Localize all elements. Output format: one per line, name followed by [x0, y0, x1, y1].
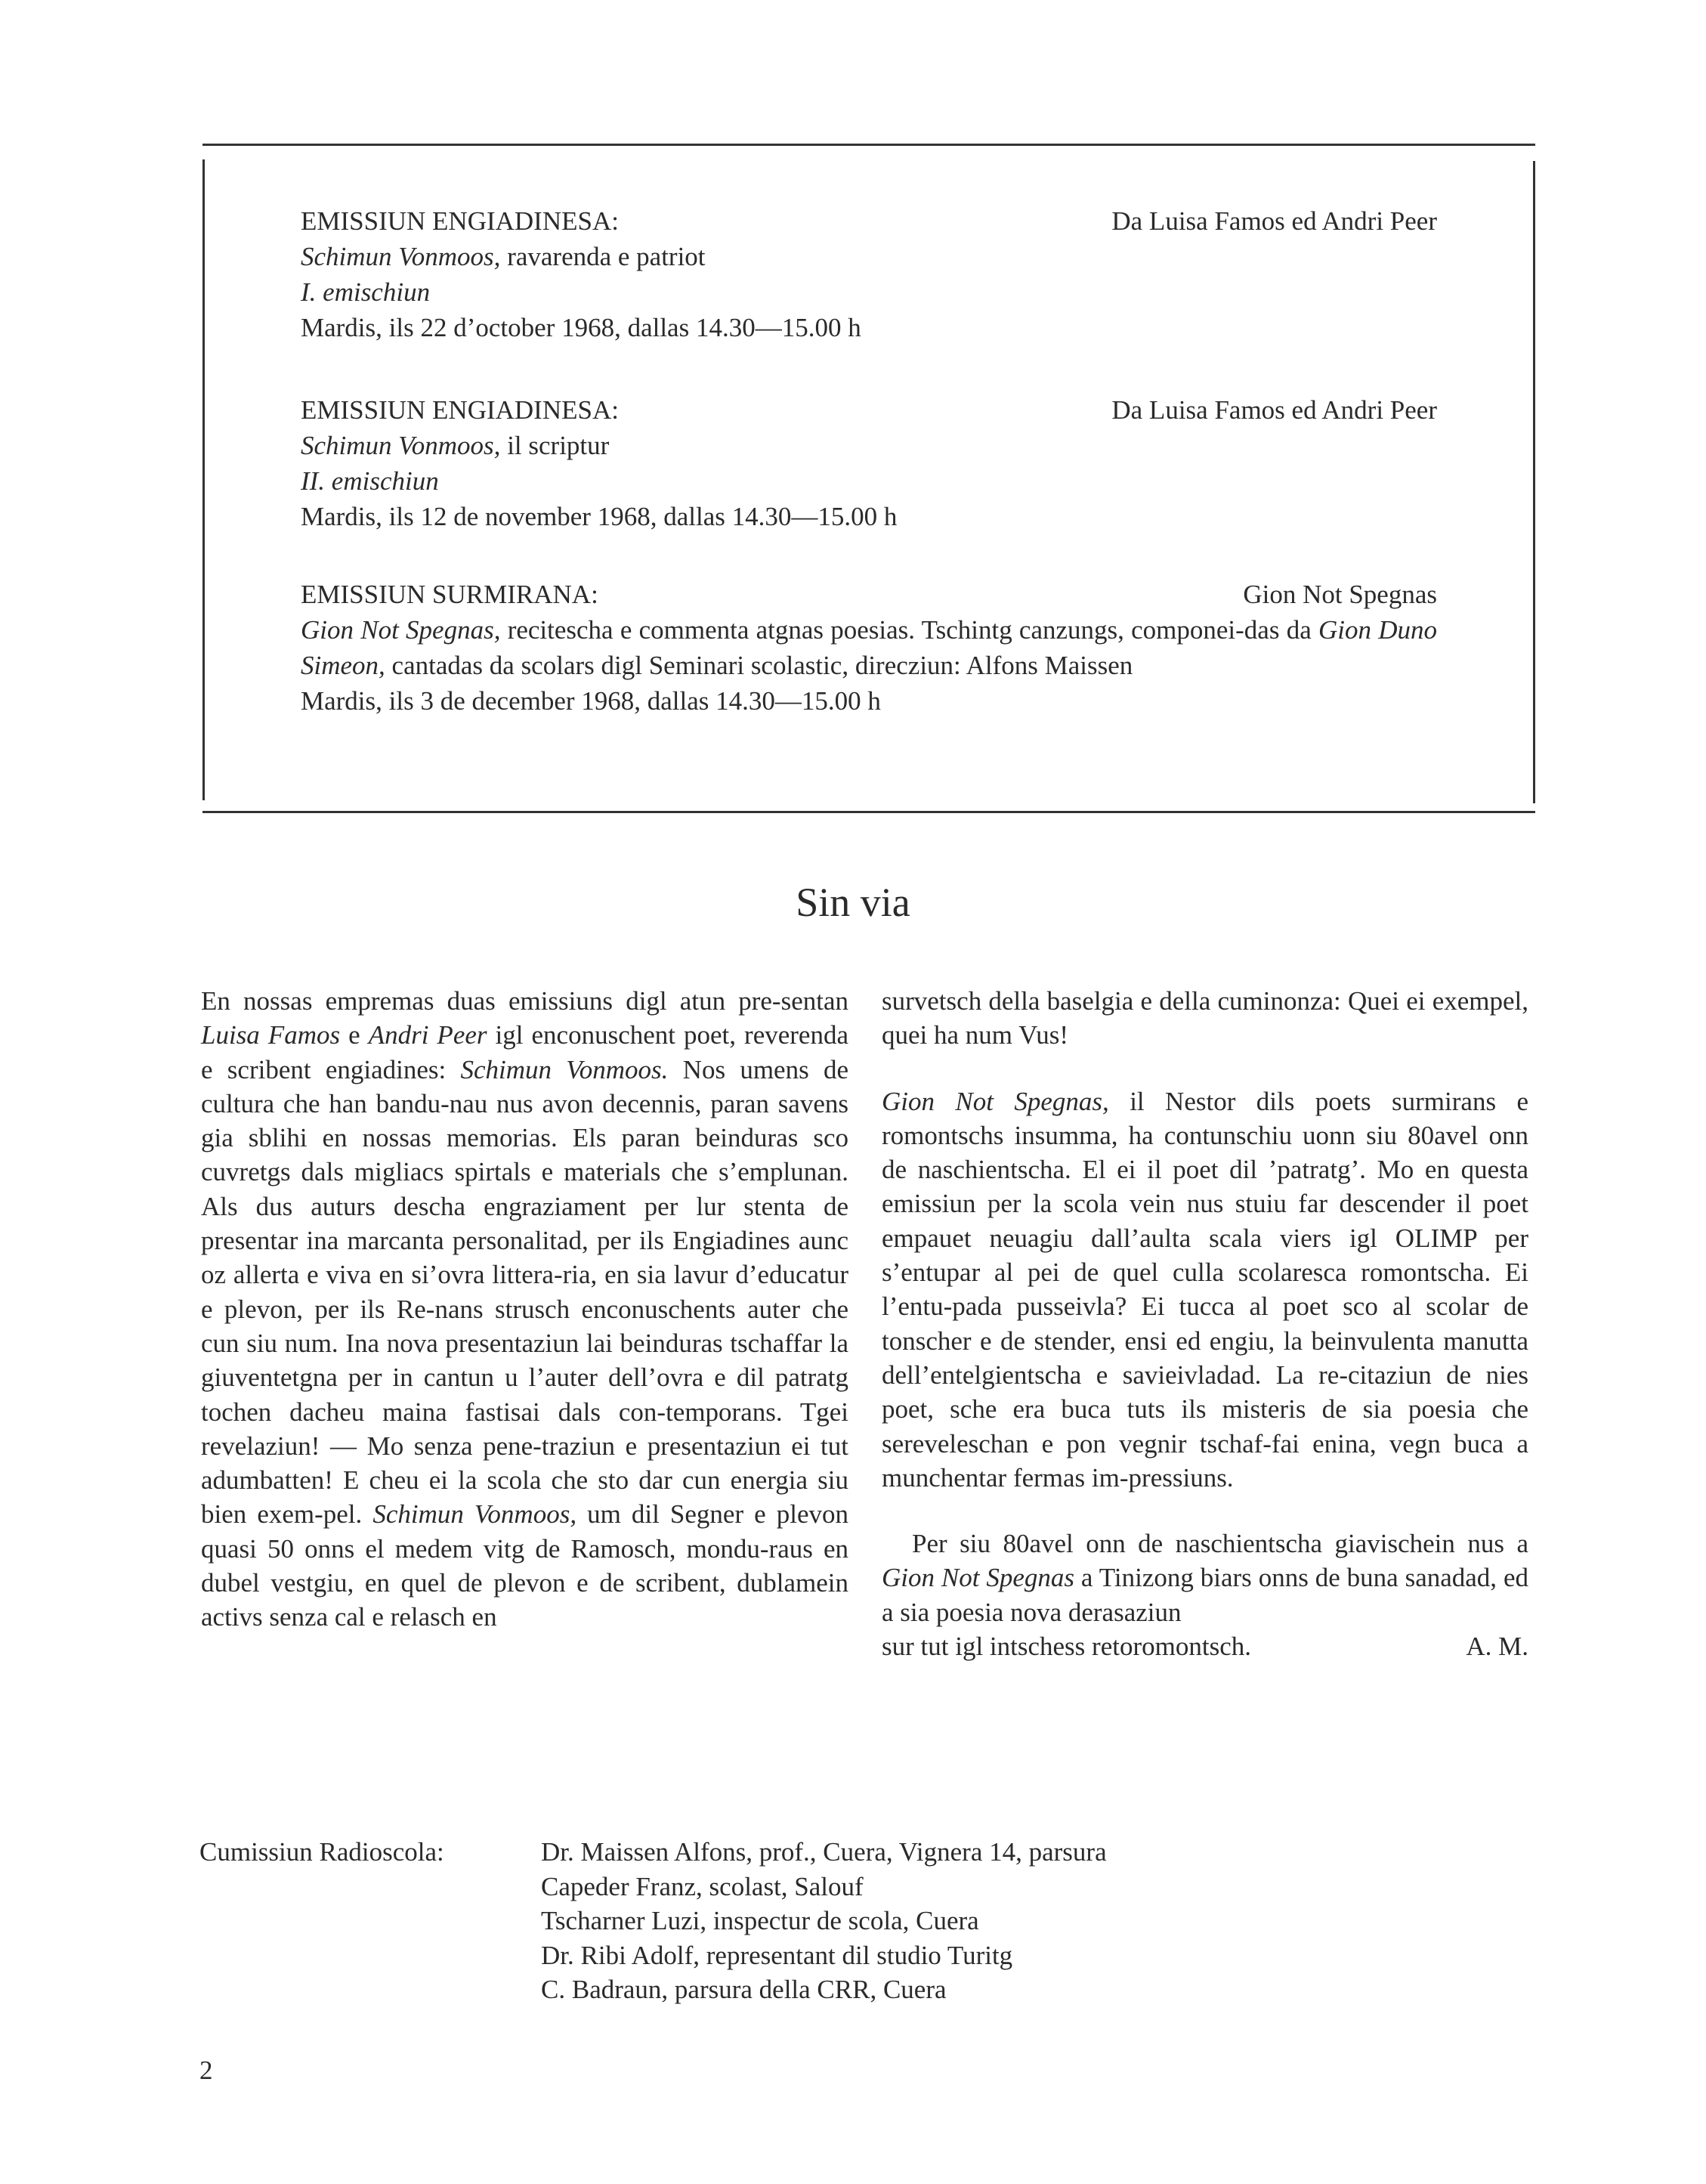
program-entry-2 — [301, 392, 1437, 534]
program-subject: Schimun Vonmoos, il scriptur — [301, 431, 610, 460]
program-part: I. emischiun — [301, 277, 431, 307]
program-subject: Schimun Vonmoos, ravarenda e patriot — [301, 242, 706, 271]
program-part: II. emischiun — [301, 466, 439, 496]
commission-member: C. Badraun, parsura della CRR, Cuera — [541, 1975, 947, 2004]
program-author: Gion Not Spegnas — [1243, 580, 1437, 609]
program-date: Mardis, ils 3 de december 1968, dallas 14.30—15.00 h — [301, 686, 881, 716]
box-right-rule — [1533, 161, 1535, 803]
program-author: Da Luisa Famos ed Andri Peer — [1111, 206, 1437, 236]
commission-member: Dr. Ribi Adolf, representant dil studio Turitg — [541, 1940, 1013, 1970]
article-column-left — [201, 984, 848, 1635]
program-entry-3 — [301, 577, 1437, 719]
commission-member: Capeder Franz, scolast, Salouf — [541, 1871, 864, 1901]
article-paragraph: survetsch della baselgia e della cuminonza: Quei ei exempel, quei ha num Vus! — [882, 986, 1528, 1050]
closing-line: sur tut igl intschess retoromontsch. A. M. — [882, 1629, 1528, 1663]
article-paragraph: Per siu 80avel onn de naschientscha giavischein nus a Gion Not Spegnas a Tinizong biars onns de buna sanadad, ed a sia poesia nova derasaziun — [882, 1529, 1528, 1627]
program-title: EMISSIUN ENGIADINESA: — [301, 206, 619, 236]
program-box — [202, 144, 1535, 813]
commission-members — [541, 1835, 1107, 2007]
commission-member: Tscharner Luzi, inspectur de scola, Cuera — [541, 1906, 979, 1935]
program-date: Mardis, ils 22 d’october 1968, dallas 14.30—15.00 h — [301, 313, 861, 342]
signature: A. M. — [1466, 1632, 1528, 1662]
commission-member: Dr. Maissen Alfons, prof., Cuera, Vignera 14, parsura — [541, 1837, 1107, 1867]
program-date: Mardis, ils 12 de november 1968, dallas 14.30—15.00 h — [301, 502, 898, 531]
commission-label: Cumissiun Radioscola: — [199, 1837, 444, 1867]
program-description: Gion Not Spegnas, recitescha e commenta atgnas poesias. Tschintg canzungs, componei-das da Gion Duno Simeon, cantadas da scolars digl Seminari scolastic, direcziun: Alfons Maissen — [301, 615, 1437, 680]
program-title: EMISSIUN ENGIADINESA: — [301, 395, 619, 425]
section-heading: Sin via — [796, 880, 910, 925]
article-column-right — [882, 984, 1528, 1663]
program-entry-1 — [301, 203, 1437, 345]
page-number: 2 — [199, 2056, 213, 2085]
program-author: Da Luisa Famos ed Andri Peer — [1111, 395, 1437, 425]
box-left-rule — [202, 159, 205, 800]
program-title: EMISSIUN SURMIRANA: — [301, 580, 598, 609]
article-paragraph: Gion Not Spegnas, il Nestor dils poets surmirans e romontschs insumma, ha contunschiu uonn siu 80avel onn de naschientscha. El ei il poet dil ’patratg’. Mo en questa emissiun per la scola vein nus stuiu far descender il poet empauet neuagiu dall’aulta scala viers igl OLIMP per s’entupar al pei de quel culla scolaresca romontscha. Ei l’entu-pada pusseivla? Ei tucca al poet sco al scolar de tonscher e de stender, ensi ed engiu, la beinvulenta manutta dell’entelgientscha e savieivladad. La re-citaziun de nies poet, sche era buca tuts ils misteris de sia poesia che sereveleschan e pon vegnir tschaf-fai enina, vegn buca a munchentar fermas im-pressiuns. — [882, 1086, 1528, 1493]
article-paragraph: En nossas empremas duas emissiuns digl atun pre-sentan Luisa Famos e Andri Peer igl enconuschent poet, reverenda e scribent engiadines: Schimun Vonmoos. Nos umens de cultura che han bandu-nau nus avon decennis, paran savens gia sblihi en nossas memorias. Els paran beinduras sco cuvretgs dals migliacs spirtals e materials che s’emplunan. Als dus auturs descha engraziament per lur stenta de presentar ina marcanta personalitad, per ils Engiadines aunc oz allerta e viva en si’ovra littera-ria, en sia lavur d’educatur e plevon, per ils Re-nans strusch enconuschents auter che cun siu num. Ina nova presentaziun lai beinduras tschaffar la giuventetgna per in cantun u l’auter dell’ovra e dil patratg tochen dacheu maina fastisai dals con-temporans. Tgei revelaziun! — Mo senza pene-traziun e presentaziun ei tut adumbatten! E cheu ei la scola che sto dar cun energia siu bien exem-pel. Schimun Vonmoos, um dil Segner e plevon quasi 50 onns el medem vitg de Ramosch, mondu-raus en dubel vestgiu, en quel de plevon e de scribent, dublamein activs senza cal e relasch en — [201, 986, 849, 1632]
